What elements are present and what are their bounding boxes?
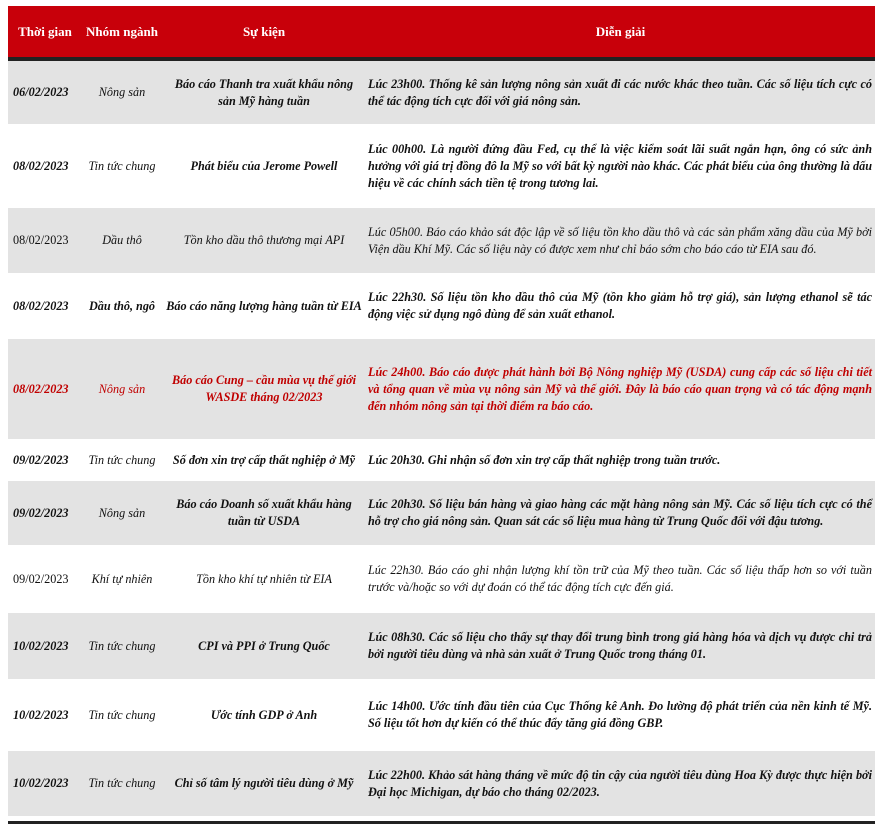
row-group: Nông sản [98,505,146,520]
row-group: Tin tức chung [88,776,156,790]
row-description: Lúc 05h00. Báo cáo khảo sát độc lập về số liệu tồn kho dầu thô và các sản phẩm xăng dầu của Mỹ bởi Viện dầu Khí Mỹ. Các số liệu này có được xem như chỉ báo sớm cho báo cáo từ EIA sau đó. [368,224,872,256]
row-date: 09/02/2023 [13,452,69,467]
header-group: Nhóm ngành [86,23,158,39]
row-group: Nông sản [98,381,146,396]
row-event: Ước tính GDP ở Anh [210,707,318,722]
row-date: 09/02/2023 [13,505,69,520]
table-row [8,61,875,127]
row-date: 08/02/2023 [13,233,69,247]
header-time: Thời gian [18,23,72,39]
row-event: Phát biểu của Jerome Powell [190,158,338,173]
row-description: Lúc 08h30. Các số liệu cho thấy sự thay đổi trung bình trong giá hàng hóa và dịch vụ được chi trả bởi người tiêu dùng và nhà sản xuất ở Trung Quốc trong tháng 01. [368,630,872,661]
table-row [8,339,875,442]
row-group: Dầu thô [102,233,142,247]
row-group: Khí tự nhiên [91,571,153,586]
row-date: 08/02/2023 [13,298,69,313]
table-header [8,6,875,61]
economic-calendar-table [8,6,875,819]
row-group: Nông sản [98,85,146,99]
row-group: Tin tức chung [88,638,156,653]
table-row [8,208,875,276]
row-event: Tồn kho dầu thô thương mại API [183,233,345,247]
row-description: Lúc 22h00. Khảo sát hàng tháng về mức độ tin cậy của người tiêu dùng Hoa Kỳ được thực hiện bởi Đại học Michigan, dự báo cho tháng 02/2023. [368,767,872,799]
row-description: Lúc 20h30. Ghi nhận số đơn xin trợ cấp thất nghiệp trong tuần trước. [368,452,721,467]
row-event: Chỉ số tâm lý người tiêu dùng ở Mỹ [174,776,354,790]
row-date: 10/02/2023 [13,638,69,653]
row-date: 10/02/2023 [13,707,69,722]
row-description: Lúc 14h00. Ước tính đầu tiên của Cục Thống kê Anh. Đo lường độ phát triển của nền kinh tế Mỹ. Số liệu tốt hơn dự kiến có thể thúc đẩy tăng giá đồng GBP. [368,699,872,730]
row-description: Lúc 23h00. Thống kê sản lượng nông sản xuất đi các nước khác theo tuần. Các số liệu tích cực có thể tác động tích cực đối với giá nông sản. [368,76,872,108]
table-row [8,442,875,481]
row-description: Lúc 22h30. Số liệu tồn kho dầu thô của Mỹ (tồn kho giảm hỗ trợ giá), sản lượng ethanol sẽ tác động việc sử dụng ngô dùng để sản xuất ethanol. [368,290,872,321]
table-row [8,127,875,208]
row-description: Lúc 20h30. Số liệu bán hàng và giao hàng các mặt hàng nông sản Mỹ. Các số liệu tích cực có thể hỗ trợ cho giá nông sản. Quan sát các số liệu mua hàng từ Trung Quốc đối với đậu tương. [368,497,872,528]
row-event: Báo cáo năng lượng hàng tuần từ EIA [166,298,362,313]
row-date: 08/02/2023 [13,158,69,173]
header-description: Diễn giải [595,23,646,39]
row-event: Số đơn xin trợ cấp thất nghiệp ở Mỹ [172,452,356,467]
row-event: Tồn kho khí tự nhiên từ EIA [196,571,332,586]
row-description: Lúc 00h00. Là người đứng đầu Fed, cụ thể là việc kiểm soát lãi suất ngắn hạn, ông có sức ảnh hưởng với giá trị đồng đô la Mỹ so với bất kỳ người nào khác. Các phát biểu của ông thường là dấu hiệu về các chính sách tiền tệ trong tương lai. [368,141,872,190]
header-event: Sự kiện [242,23,286,39]
row-date: 06/02/2023 [13,85,69,99]
table-row [8,682,875,751]
row-date: 09/02/2023 [13,571,69,586]
row-group: Tin tức chung [88,707,156,722]
row-group: Dầu thô, ngô [88,298,156,313]
row-event: CPI và PPI ở Trung Quốc [198,638,330,653]
row-event: Báo cáo Cung – cầu mùa vụ thế giới WASDE tháng 02/2023 [172,373,356,404]
table-row [8,481,875,548]
row-group: Tin tức chung [88,452,156,467]
row-description: Lúc 24h00. Báo cáo được phát hành bởi Bộ Nông nghiệp Mỹ (USDA) cung cấp các số liệu chi tiết và tổng quan về mùa vụ nông sản Mỹ và thế giới. Đây là báo cáo quan trọng và có tác động mạnh đến nhóm nông sản tại thời điểm ra báo cáo. [368,364,872,413]
row-description: Lúc 22h30. Báo cáo ghi nhận lượng khí tồn trữ của Mỹ theo tuần. Các số liệu thấp hơn so với tuần trước và/hoặc so với dự đoán có thể tác động tích cực đến giá. [368,563,872,594]
table-row [8,548,875,613]
row-date: 10/02/2023 [13,776,69,790]
row-event: Báo cáo Doanh số xuất khẩu hàng tuần từ USDA [176,497,352,528]
table-row [8,276,875,339]
row-event: Báo cáo Thanh tra xuất khẩu nông sản Mỹ hàng tuần [174,76,354,108]
table-bottom-border [8,821,875,824]
row-group: Tin tức chung [88,158,156,173]
row-date: 08/02/2023 [13,381,69,396]
table-row [8,613,875,682]
table-row [8,751,875,819]
